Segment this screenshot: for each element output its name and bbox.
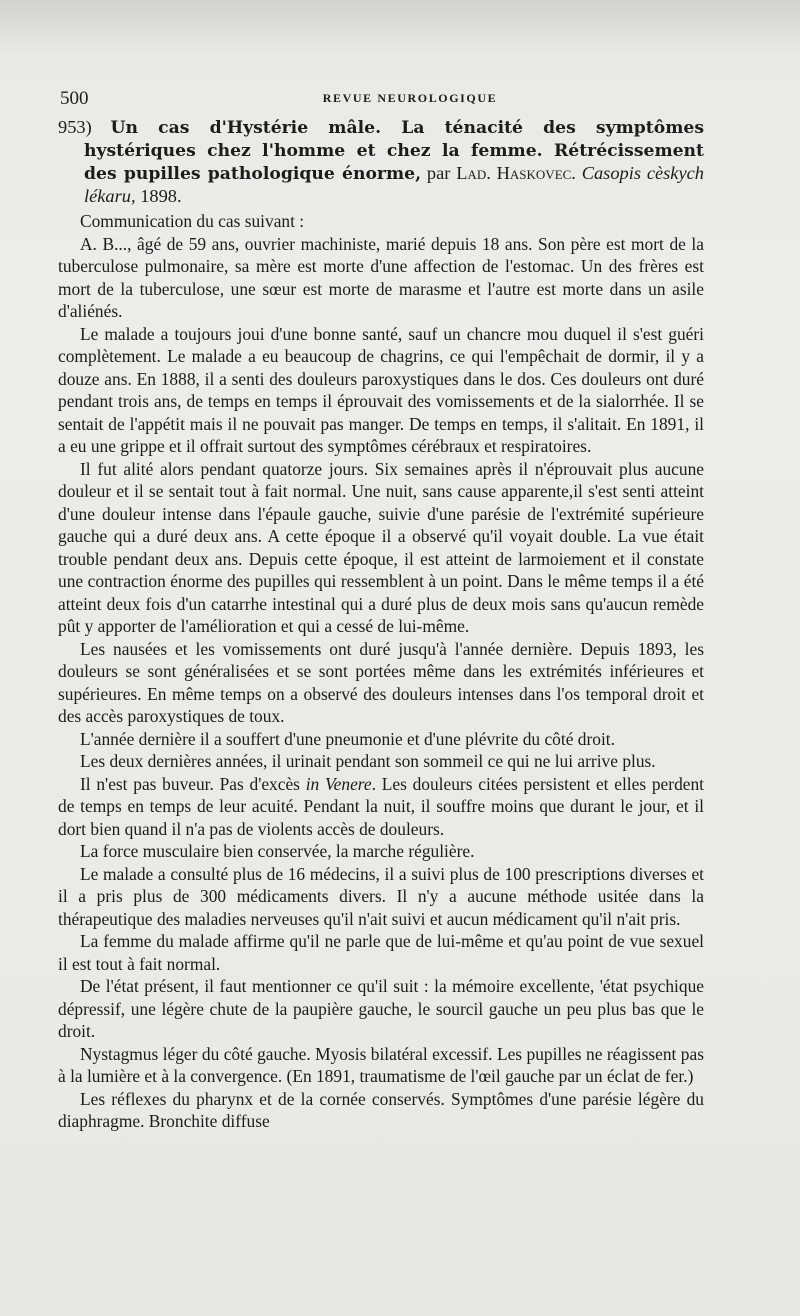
article-journal: Casopis cèskych lékaru,: [84, 163, 704, 206]
article-title: [58, 116, 704, 207]
paragraph: Nystagmus léger du côté gauche. Myosis bilatéral excessif. Les pupilles ne réagissent pas à la lumière et à la convergence. (En 1891, traumatisme de l'œil gauche par un éclat de fer.): [58, 1043, 704, 1086]
article-title-text: Un cas d'Hystérie mâle. La ténacité des symptômes hystériques chez l'homme et chez la femme. Rétrécissement des pupilles pathologique énorme,: [84, 118, 704, 184]
page-number: 500: [60, 88, 89, 109]
paragraph: La force musculaire bien conservée, la marche régulière.: [80, 841, 475, 861]
paragraph-italic: in Venere: [305, 773, 372, 794]
article-number: 953): [58, 117, 92, 137]
article-body: [58, 116, 704, 1133]
paragraph: Le malade a consulté plus de 16 médecins, il a suivi plus de 100 prescriptions diverses et il a pris plus de 300 médicaments divers. Il n'y a aucune méthode usitée dans la thérapeutique des maladies nerveuses qu'il n'ait suivi et aucun médicament qu'il n'ait pris.: [58, 863, 704, 929]
author-prefix: par: [421, 163, 457, 183]
paragraph: De l'état présent, il faut mentionner ce qu'il suit : la mémoire excellente, 'état psychique dépressif, une légère chute de la paupière gauche, le sourcil gauche un peu plus bas que le droit.: [58, 976, 704, 1041]
paragraph: L'année dernière il a souffert d'une pneumonie et d'une plévrite du côté droit.: [80, 728, 615, 749]
article-year: 1898.: [135, 186, 182, 206]
paragraph-text: . Les douleurs citées persistent et elles perdent de temps en temps de leur acuité. Pendant la nuit, il souffre moins que durant le jour, et il dort bien quand il n'a pas de violents accès de douleurs.: [58, 773, 705, 839]
paragraph: Communication du cas suivant :: [80, 211, 305, 231]
paragraph: Le malade a toujours joui d'une bonne santé, sauf un chancre mou duquel il s'est guéri complètement. Le malade a eu beaucoup de chagrins, ce qui l'empêchait de dormir, il y a douze ans. En 1888, il a senti des douleurs paroxystiques dans le dos. Ces douleurs ont duré pendant trois ans, de temps en temps il éprouvait des vomissements et de la sialorrhée. Il se sentait de l'appétit mais il ne pouvait pas manger. De temps en temps, il s'alitait. En 1891, il a eu une grippe et il offrait surtout des symptômes cérébraux et respiratoires.: [58, 323, 704, 456]
paragraph-buveur: [58, 773, 704, 841]
paragraph: Les nausées et les vomissements ont duré jusqu'à l'année dernière. Depuis 1893, les douleurs se sont généralisées et se sont portées même dans les extrémités inférieures et supérieures. En même temps on a observé des douleurs intenses dans l'os temporal droit et des accès paroxystiques de toux.: [58, 638, 704, 726]
article-author: Lad. Haskovec.: [456, 163, 576, 183]
page-header: [60, 88, 740, 112]
paragraph-text: Il n'est pas buveur. Pas d'excès: [80, 773, 306, 794]
paragraph: A. B..., âgé de 59 ans, ouvrier machiniste, marié depuis 18 ans. Son père est mort de la tuberculose pulmonaire, sa mère est morte d'une affection de l'estomac. Un des frères est mort de la tuberculose, une sœur est morte de marasme et l'autre est morte dans un asile d'aliénés.: [58, 233, 704, 321]
running-title: REVUE NEUROLOGIQUE: [322, 91, 498, 105]
paragraph: Les réflexes du pharynx et de la cornée conservés. Symptômes d'une parésie légère du diaphragme. Bronchite diffuse: [58, 1088, 704, 1131]
paragraph: La femme du malade affirme qu'il ne parle que de lui-même et qu'au point de vue sexuel il est tout à fait normal.: [58, 931, 704, 974]
paragraph: Les deux dernières années, il urinait pendant son sommeil ce qui ne lui arrive plus.: [80, 751, 656, 771]
paragraph: Il fut alité alors pendant quatorze jours. Six semaines après il n'éprouvait plus aucune douleur et il se sentait tout à fait normal. Une nuit, sans cause apparente,il s'est senti atteint d'une douleur intense dans l'épaule gauche, suivie d'une parésie de l'extrémité supérieure gauche qui a duré deux ans. A cette époque il a observé qu'il voyait double. La vue était trouble pendant deux ans. Depuis cette époque, il est atteint de larmoiement et il constate une contraction énorme des pupilles qui ressemblent à un point. Dans le même temps il a été atteint deux fois d'un catarrhe intestinal qui a duré plus de deux mois sans qu'aucun remède pût y apporter de l'amélioration et qui a cessé de lui-même.: [58, 458, 704, 636]
